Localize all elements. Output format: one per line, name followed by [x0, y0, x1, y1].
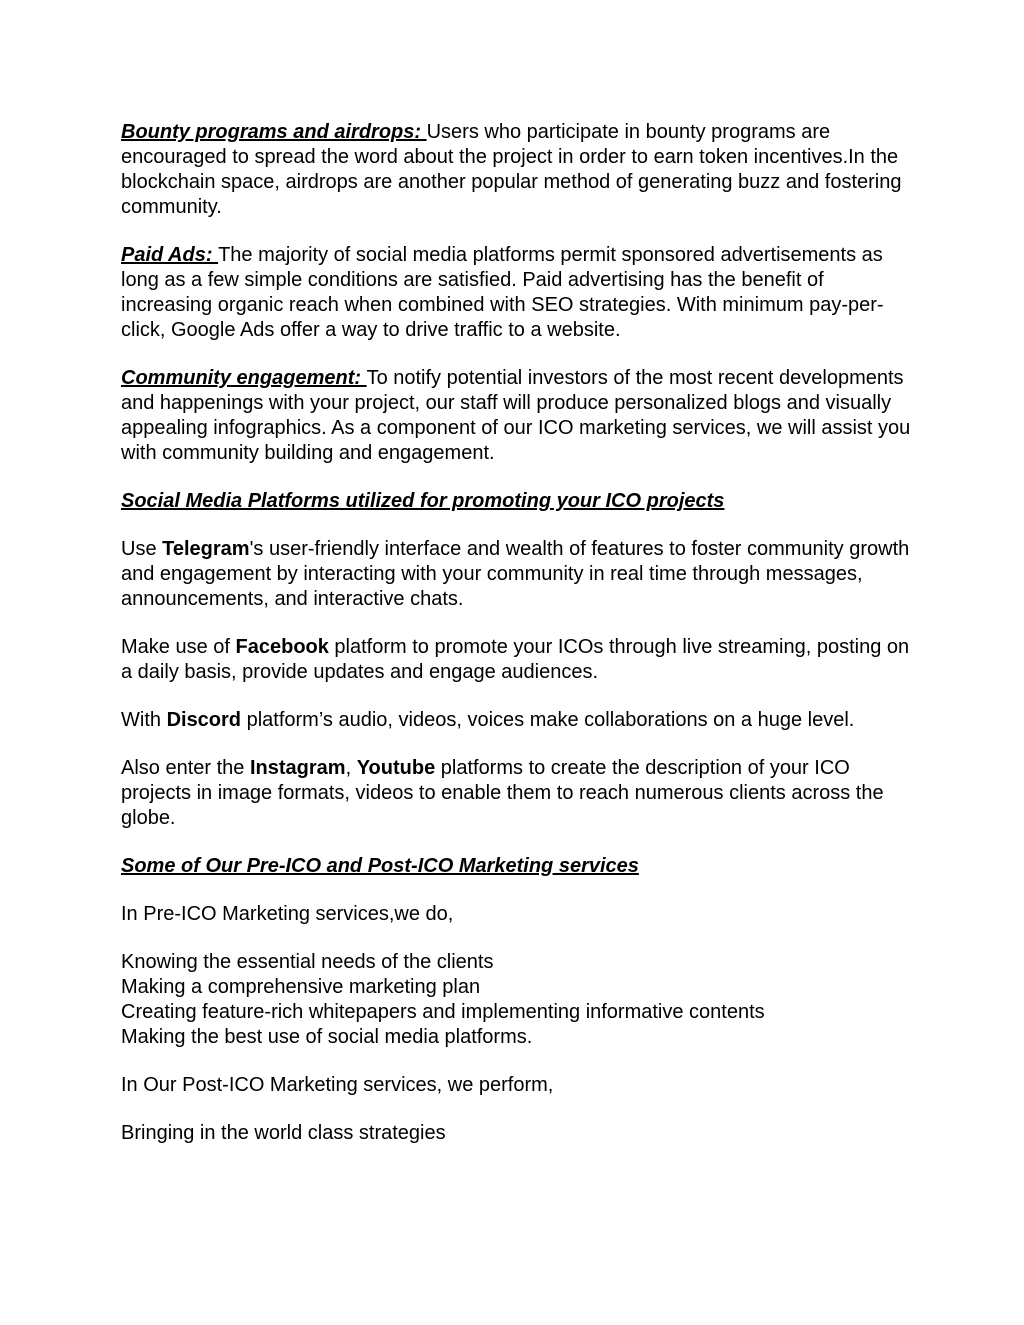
pre-ico-list: [121, 950, 911, 1050]
paid-ads-text: The majority of social media platforms permit sponsored advertisements as long as a few simple conditions are satisfied. Paid advertising has the benefit of increasing organic reach when combined with SEO strategies. With minimum pay-per-click, Google Ads offer a way to drive traffic to a website.: [121, 244, 884, 341]
document-page: [121, 120, 911, 1169]
facebook-text: platform to promote your ICOs through live streaming, posting on a daily basis, provide updates and engage audiences.: [121, 636, 910, 683]
list-item: Knowing the essential needs of the clients: [121, 951, 494, 973]
list-item: Creating feature-rich whitepapers and implementing informative contents: [121, 1001, 765, 1023]
telegram-name: Telegram: [162, 538, 250, 560]
services-heading: Some of Our Pre-ICO and Post-ICO Marketing services: [121, 855, 639, 877]
bounty-text: Users who participate in bounty programs are encouraged to spread the word about the project in order to earn token incentives.In the blockchain space, airdrops are another popular method of generating buzz and fostering community.: [121, 121, 902, 218]
telegram-pre: Use: [121, 538, 163, 560]
instagram-youtube-text: platforms to create the description of your ICO projects in image formats, videos to enable them to reach numerous clients across the globe.: [121, 757, 884, 829]
discord-text: platform’s audio, videos, voices make collaborations on a huge level.: [241, 709, 855, 731]
youtube-name: Youtube: [356, 757, 436, 779]
community-paragraph: [121, 366, 911, 466]
instagram-pre: Also enter the: [121, 757, 250, 779]
bounty-heading: Bounty programs and airdrops:: [121, 121, 427, 143]
instagram-name: Instagram: [249, 757, 346, 779]
facebook-paragraph: [121, 635, 911, 685]
community-heading: Community engagement:: [121, 367, 367, 389]
list-item: Bringing in the world class strategies: [121, 1122, 446, 1144]
social-media-heading: Social Media Platforms utilized for promoting your ICO projects: [121, 490, 725, 512]
facebook-pre: Make use of: [121, 636, 236, 658]
telegram-text: 's user-friendly interface and wealth of features to foster community growth and engagement by interacting with your community in real time through messages, announcements, and interactive chats.: [121, 538, 910, 610]
list-item: Making a comprehensive marketing plan: [121, 976, 481, 998]
paid-ads-paragraph: [121, 243, 911, 343]
bounty-paragraph: [121, 120, 911, 220]
telegram-paragraph: [121, 537, 911, 612]
discord-name: Discord: [166, 709, 242, 731]
post-ico-list: [121, 1121, 911, 1146]
platform-separator: ,: [345, 757, 357, 779]
pre-ico-intro: In Pre-ICO Marketing services,we do,: [121, 903, 454, 925]
community-text: To notify potential investors of the most recent developments and happenings with your project, our staff will produce personalized blogs and visually appealing infographics. As a component of our ICO marketing services, we will assist you with community building and engagement.: [121, 367, 911, 464]
post-ico-intro: In Our Post-ICO Marketing services, we perform,: [121, 1074, 554, 1096]
discord-paragraph: [121, 708, 911, 733]
discord-pre: With: [121, 709, 167, 731]
instagram-youtube-paragraph: [121, 756, 911, 831]
paid-ads-heading: Paid Ads:: [121, 244, 219, 266]
facebook-name: Facebook: [235, 636, 329, 658]
list-item: Making the best use of social media platforms.: [121, 1026, 533, 1048]
